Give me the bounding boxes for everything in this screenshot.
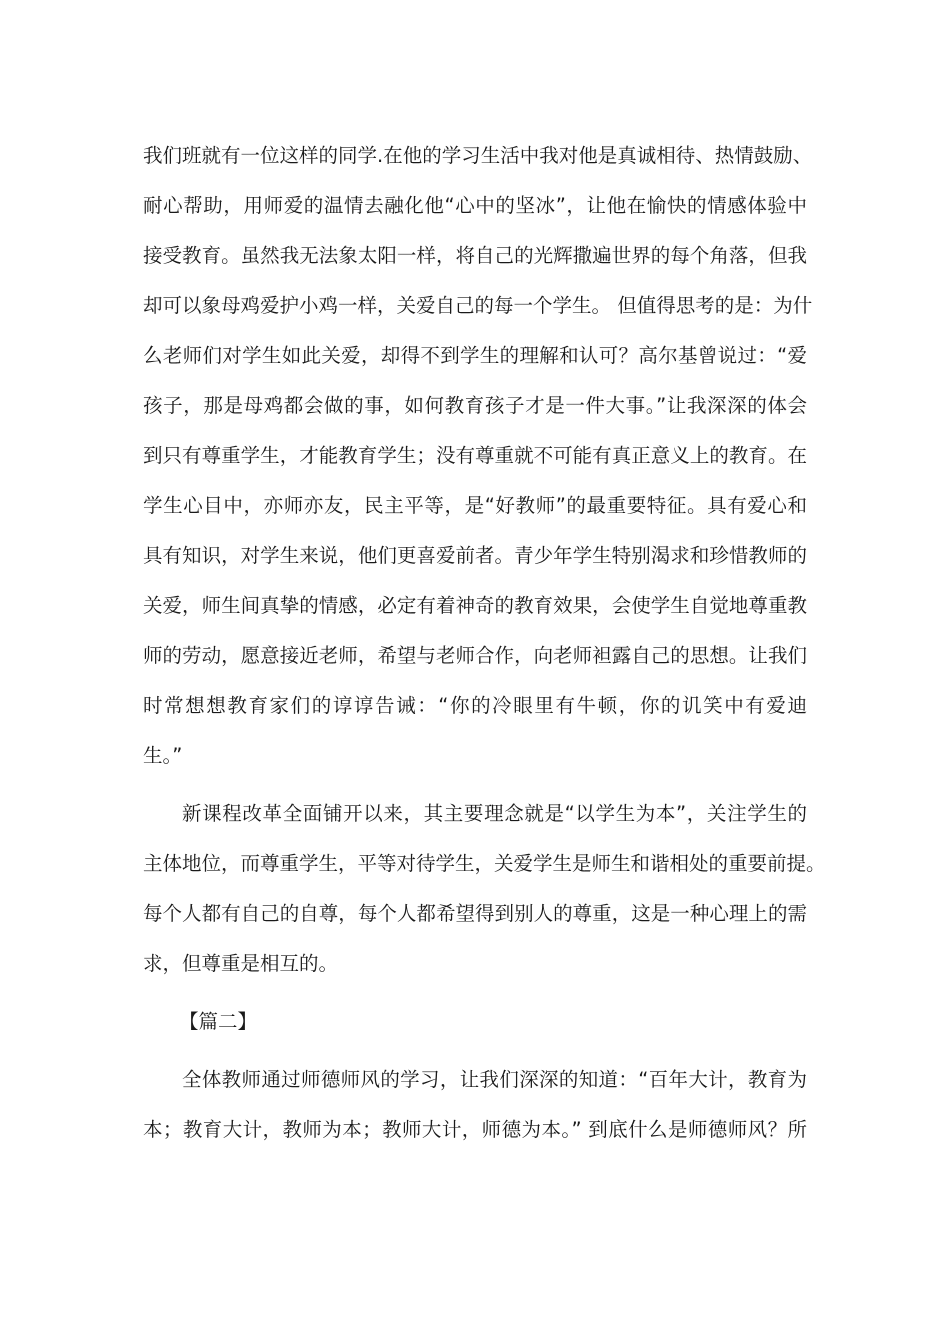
text-line: 时常想想教育家们的谆谆告诫：“你的冷眼里有牛顿，你的讥笑中有爱迪	[143, 694, 807, 717]
text-line: 每个人都有自己的自尊，每个人都希望得到别人的尊重，这是一种心理上的需	[143, 902, 807, 925]
text-line: 具有知识，对学生来说，他们更喜爱前者。青少年学生特别渴求和珍惜教师的	[143, 544, 807, 567]
text-line: 接受教育。虽然我无法象太阳一样，将自己的光辉撒遍世界的每个角落，但我	[143, 244, 807, 267]
text-line: 却可以象母鸡爱护小鸡一样，关爱自己的每一个学生。 但值得思考的是：为什	[143, 294, 813, 317]
text-line: 学生心目中，亦师亦友，民主平等，是“好教师”的最重要特征。具有爱心和	[143, 494, 807, 517]
text-line: 全体教师通过师德师风的学习，让我们深深的知道：“百年大计，教育为	[182, 1068, 807, 1091]
text-line: 关爱，师生间真挚的情感，必定有着神奇的教育效果，会使学生自觉地尊重教	[143, 594, 807, 617]
text-line: 到只有尊重学生，才能教育学生；没有尊重就不可能有真正意义上的教育。在	[143, 444, 807, 467]
text-line: 主体地位，而尊重学生，平等对待学生，关爱学生是师生和谐相处的重要前提。	[143, 852, 826, 875]
text-line: 生。”	[143, 744, 183, 767]
section-heading	[143, 997, 807, 1047]
text-line: 师的劳动，愿意接近老师，希望与老师合作，向老师袒露自己的思想。让我们	[143, 644, 807, 667]
text-line: 新课程改革全面铺开以来，其主要理念就是“以学生为本”，关注学生的	[182, 802, 807, 825]
text-line: 我们班就有一位这样的同学.在他的学习生活中我对他是真诚相待、热情鼓励、	[143, 144, 813, 167]
paragraph-3	[143, 1055, 807, 1155]
text-line: 孩子，那是母鸡都会做的事，如何教育孩子才是一件大事。”让我深深的体会	[143, 394, 807, 417]
paragraph-2	[143, 789, 826, 989]
text-line: 么老师们对学生如此关爱，却得不到学生的理解和认可？高尔基曾说过：“爱	[143, 344, 807, 367]
paragraph-1	[143, 131, 813, 781]
document-body	[143, 131, 826, 1155]
section-heading-text: 【篇二】	[179, 1010, 258, 1033]
text-line: 求，但尊重是相互的。	[143, 952, 339, 975]
text-line: 耐心帮助，用师爱的温情去融化他“心中的坚冰”，让他在愉快的情感体验中	[143, 194, 807, 217]
text-line: 本；教育大计，教师为本；教师大计，师德为本。” 到底什么是师德师风？所	[143, 1118, 807, 1141]
